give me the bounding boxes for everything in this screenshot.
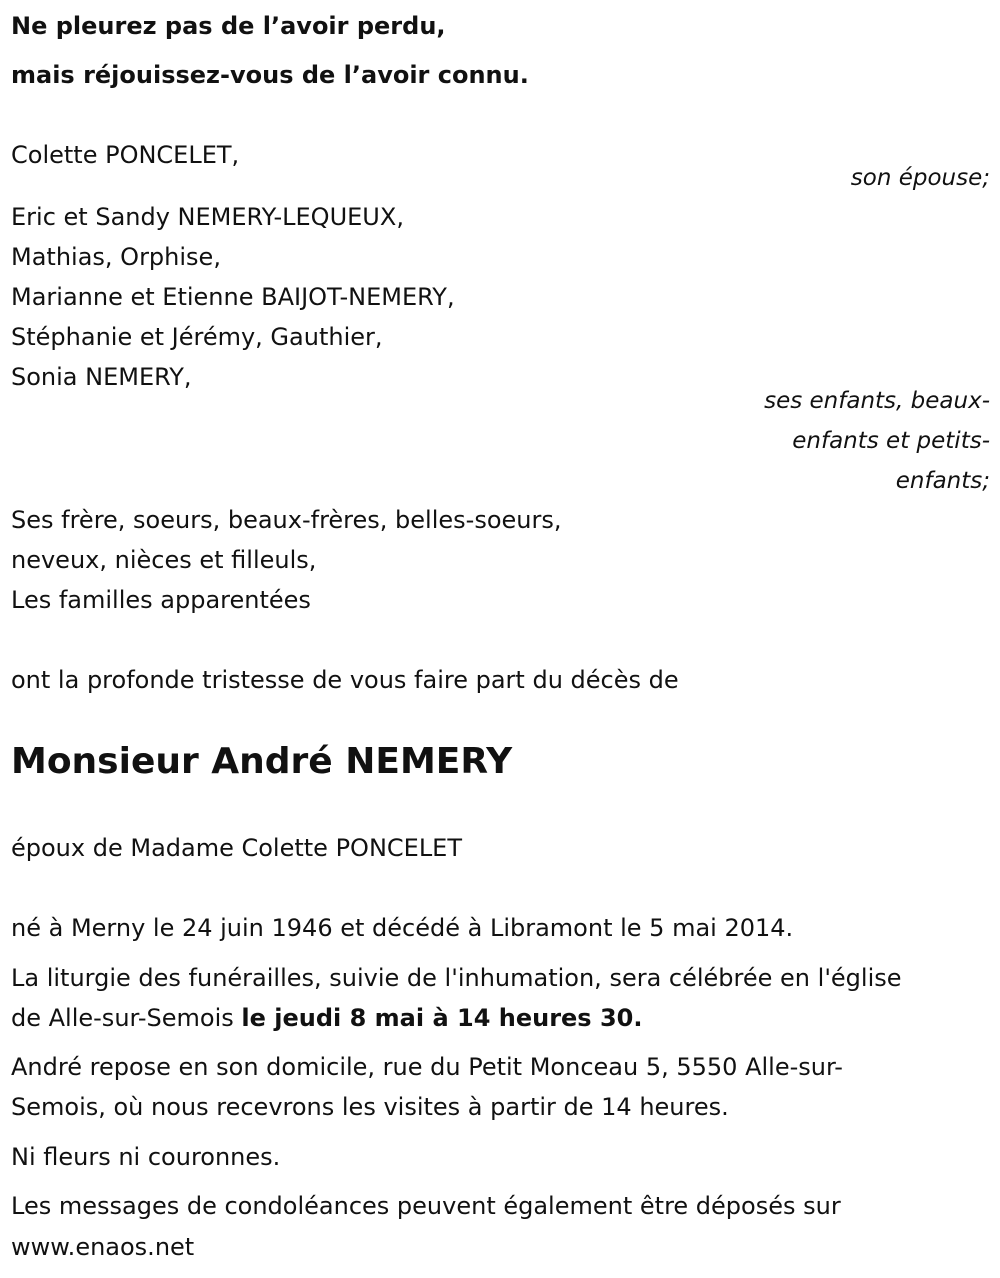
funeral-line-2 (11, 1003, 642, 1033)
children-line-4: Stéphanie et Jérémy, Gauthier, (11, 323, 383, 351)
relatives-line-1: Ses frère, soeurs, beaux-frères, belles-soeurs, (11, 506, 562, 534)
birth-death: né à Merny le 24 juin 1946 et décédé à Libramont le 5 mai 2014. (11, 914, 794, 942)
children-line-2: Mathias, Orphise, (11, 243, 221, 271)
funeral-location: de Alle-sur-Semois (11, 1004, 242, 1032)
announcement: ont la profonde tristesse de vous faire part du décès de (11, 666, 679, 694)
condolences-line-1: Les messages de condoléances peuvent également être déposés sur (11, 1192, 841, 1220)
children-role-line-2: enfants et petits- (792, 428, 990, 454)
relatives-line-2: neveux, nièces et filleuls, (11, 546, 317, 574)
spouse-role: son épouse; (850, 165, 990, 191)
no-flowers: Ni fleurs ni couronnes. (11, 1143, 281, 1171)
children-line-5: Sonia NEMERY, (11, 363, 192, 391)
children-role-line-1: ses enfants, beaux- (764, 388, 990, 414)
children-line-3: Marianne et Etienne BAIJOT-NEMERY, (11, 283, 455, 311)
children-role-line-3: enfants; (895, 468, 990, 494)
visitation-line-2: Semois, où nous recevrons les visites à partir de 14 heures. (11, 1093, 729, 1121)
relatives-line-3: Les familles apparentées (11, 586, 311, 614)
funeral-line-1: La liturgie des funérailles, suivie de l'inhumation, sera célébrée en l'église (11, 964, 902, 992)
visitation-line-1: André repose en son domicile, rue du Petit Monceau 5, 5550 Alle-sur- (11, 1053, 843, 1081)
funeral-date-time: le jeudi 8 mai à 14 heures 30. (241, 1004, 643, 1032)
quote-line-2: mais réjouissez-vous de l’avoir connu. (11, 61, 529, 89)
children-line-1: Eric et Sandy NEMERY-LEQUEUX, (11, 203, 404, 231)
quote-line-1: Ne pleurez pas de l’avoir perdu, (11, 12, 446, 40)
deceased-name: Monsieur André NEMERY (11, 741, 513, 782)
spouse-name: Colette PONCELET, (11, 141, 240, 169)
spouse-of: époux de Madame Colette PONCELET (11, 834, 463, 862)
condolences-website: www.enaos.net (11, 1233, 195, 1261)
